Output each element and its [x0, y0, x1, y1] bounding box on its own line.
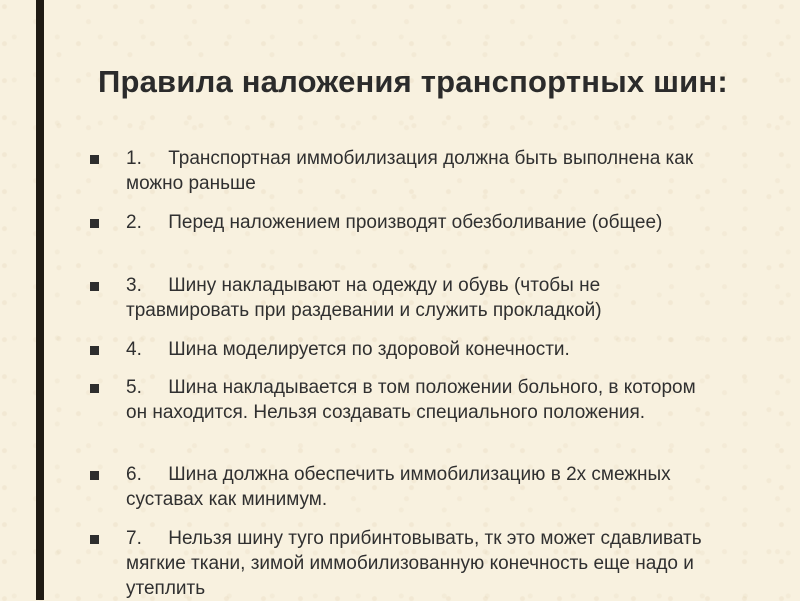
square-bullet-icon: [90, 346, 99, 355]
list-item-text: 2. Перед наложением производят обезболивание (общее): [126, 212, 663, 233]
slide-title: Правила наложения транспортных шин:: [98, 64, 728, 99]
square-bullet-icon: [90, 384, 99, 393]
list-item-text: 7. Нельзя шину туго прибинтовывать, тк это может сдавливать мягкие ткани, зимой иммобилизованную конечность еще надо и утеплить: [126, 528, 707, 599]
square-bullet-icon: [90, 219, 99, 228]
square-bullet-icon: [90, 282, 99, 291]
list-item-text: 4. Шина моделируется по здоровой конечности.: [126, 339, 570, 360]
list-item-text: 6. Шина должна обеспечить иммобилизацию в 2х смежных суставах как минимум.: [126, 464, 676, 510]
square-bullet-icon: [90, 471, 99, 480]
list-item-text: 5. Шина накладывается в том положении больного, в котором он находится. Нельзя создавать специального положения.: [126, 377, 701, 423]
square-bullet-icon: [90, 535, 99, 544]
square-bullet-icon: [90, 155, 99, 164]
left-accent-bar: [36, 0, 44, 600]
list-item-text: 1. Транспортная иммобилизация должна быть выполнена как можно раньше: [126, 148, 699, 194]
list-item-text: 3. Шину накладывают на одежду и обувь (чтобы не травмировать при раздевании и служить прокладкой): [126, 275, 606, 321]
